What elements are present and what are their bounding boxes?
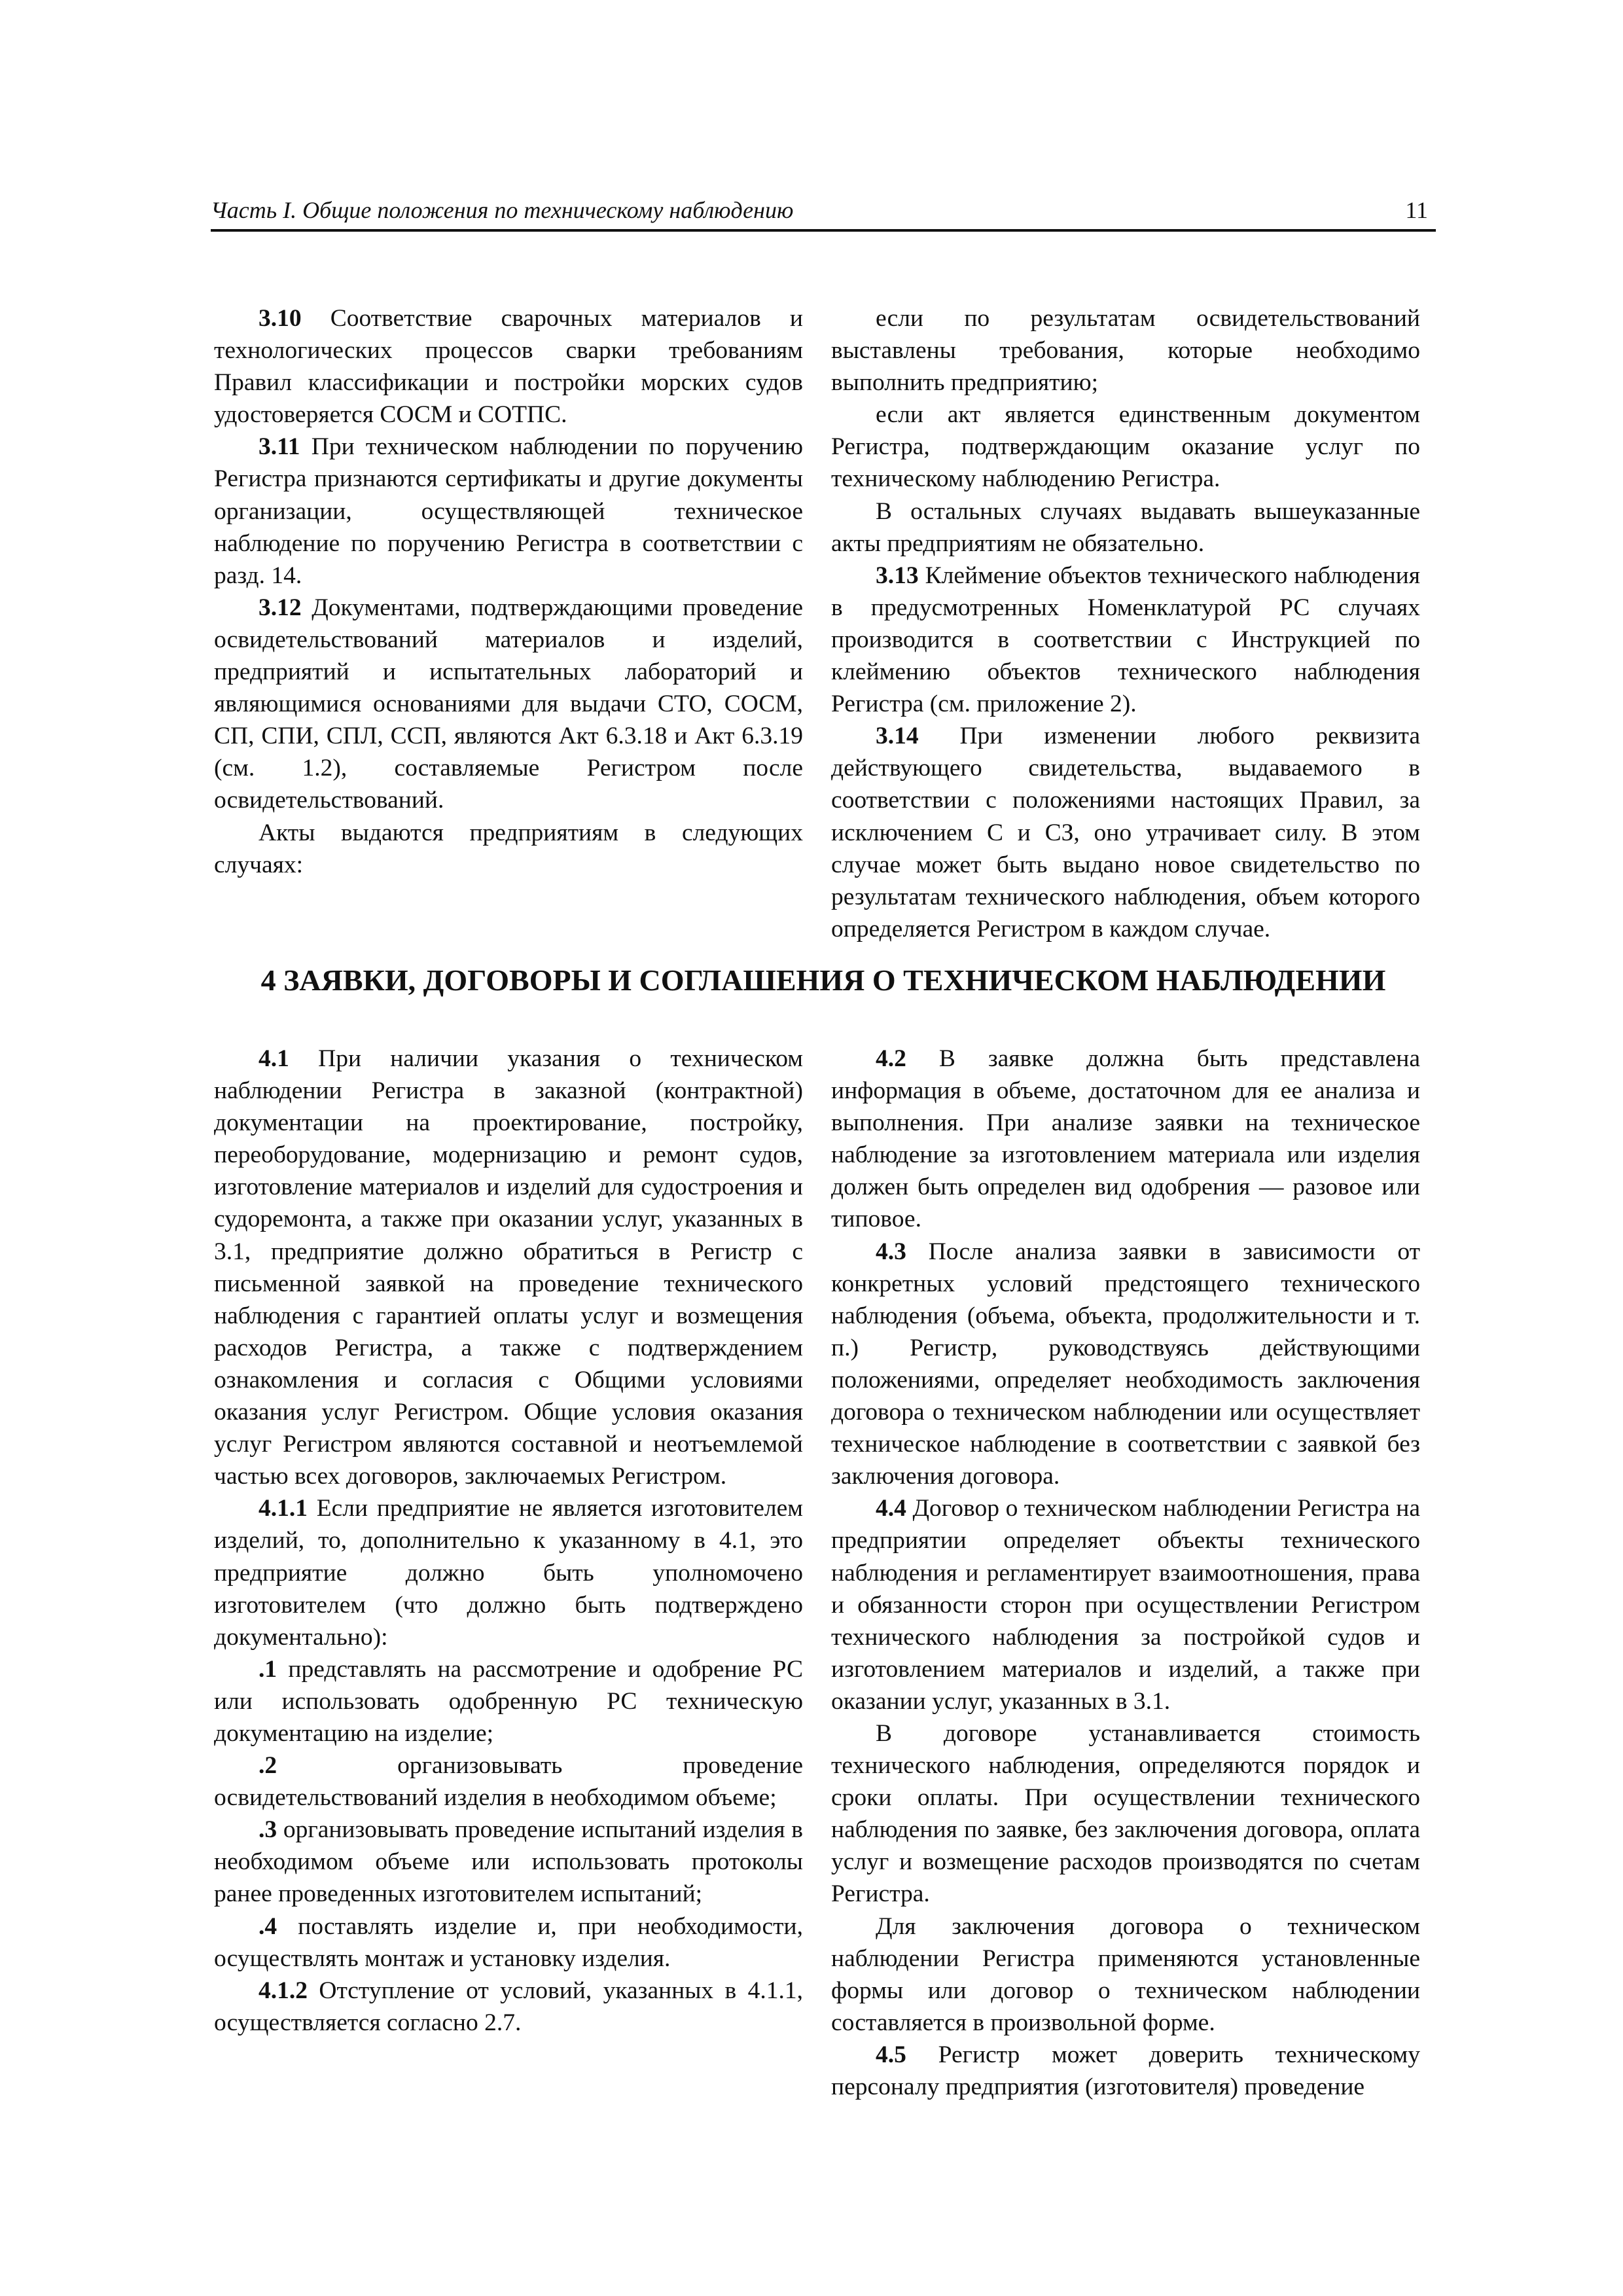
paragraph-text: При наличии указания о техническом наблюдении Регистра в заказной (контрактной) документации на проектирование, постройку, переоборудование, модернизацию и ремонт судов, изготовление материалов и изделий для судостроения и судоремонта, а также при оказании услуг, указанных в 3.1, предприятие должно обратиться в Регистр с письменной заявкой на проведение технического наблюдения с гарантией оплаты услуг и возмещения расходов Регистра, а также с подтверждением ознакомления и согласия с Общими условиями оказания услуг Регистром. Общие условия оказания услуг Регистром являются составной и неотъемлемой частью всех договоров, заключаемых Регистром. (214, 1045, 803, 1490)
section-heading: 4 ЗАЯВКИ, ДОГОВОРЫ И СОГЛАШЕНИЯ О ТЕХНИЧЕСКОМ НАБЛЮДЕНИИ (260, 963, 1386, 997)
clause-number: .1 (259, 1655, 277, 1683)
paragraph-text: организовывать проведение испытаний изделия в необходимом объеме или использовать протоколы ранее проведенных изготовителем испытаний; (214, 1816, 803, 1908)
clause-number: 3.10 (259, 305, 302, 332)
paragraph (831, 1717, 1420, 1910)
clause-number: 3.12 (259, 594, 302, 621)
paragraph (214, 1653, 803, 1749)
paragraph-text: После анализа заявки в зависимости от конкретных условий предстоящего технического наблюдения (объема, объекта, продолжительности и т. п.) Регистр, руководствуясь действующими положениями, определяет необходимость заключения договора о техническом наблюдении или осуществляет техническое наблюдение в соответствии с заявкой без заключения договора. (831, 1238, 1420, 1490)
paragraph (831, 1910, 1420, 2039)
paragraph (214, 431, 803, 591)
paragraph (214, 1492, 803, 1653)
paragraph-text: поставлять изделие и, при необходимости, осуществлять монтаж и установку изделия. (214, 1912, 803, 1972)
paragraph-text: если по результатам освидетельствований выставлены требования, которые необходимо выполнить предприятию; (831, 305, 1420, 397)
paragraph (214, 592, 803, 817)
clause-number: 3.14 (876, 723, 919, 750)
paragraph-text: Клеймение объектов технического наблюдения в предусмотренных Номенклатурой РС случаях производится в соответствии с Инструкцией по клеймению объектов технического наблюдения Регистра (см. приложение 2). (831, 562, 1420, 718)
page-number: 11 (1405, 197, 1428, 223)
paragraph (831, 302, 1420, 399)
paragraph (831, 1236, 1420, 1493)
paragraph-text: В договоре устанавливается стоимость технического наблюдения, определяются порядок и сроки оплаты. При осуществлении технического наблюдения по заявке, без заключения договора, оплата услуг и возмещение расходов производятся по счетам Регистра. (831, 1719, 1420, 1908)
clause-number: 4.1 (259, 1045, 289, 1072)
paragraph (214, 1749, 803, 1814)
paragraph (214, 1975, 803, 2039)
clause-number: 4.5 (876, 2041, 906, 2068)
paragraph (831, 495, 1420, 560)
clause-number: 4.3 (876, 1238, 906, 1265)
paragraph (214, 817, 803, 881)
clause-number: .3 (259, 1816, 277, 1844)
clause-number: 4.2 (876, 1045, 906, 1072)
paragraph (831, 2039, 1420, 2103)
paragraph (831, 1492, 1420, 1717)
paragraph-text: Для заключения договора о техническом наблюдении Регистра применяются установленные формы или договор о техническом наблюдении составляется в произвольной форме. (831, 1912, 1420, 2036)
clause-number: 4.1.1 (259, 1495, 308, 1522)
paragraph-text: Соответствие сварочных материалов и технологических процессов сварки требованиям Правил классификации и постройки морских судов удостоверяется СОСМ и СОТПС. (214, 305, 803, 429)
paragraph-text: организовывать проведение освидетельствований изделия в необходимом объеме; (214, 1752, 803, 1812)
paragraph-text: Акты выдаются предприятиям в следующих случаях: (214, 819, 803, 878)
page-header (211, 196, 1436, 232)
paragraph (214, 302, 803, 431)
paragraph-text: Отступление от условий, указанных в 4.1.1, осуществляется согласно 2.7. (214, 1977, 803, 2036)
paragraph-text: Регистр может доверить техническому персоналу предприятия (изготовителя) проведение (831, 2041, 1420, 2100)
paragraph (214, 1814, 803, 1910)
paragraph-text: В заявке должна быть представлена информация в объеме, достаточном для ее анализа и выполнения. При анализе заявки на техническое наблюдение за изготовлением материала или изделия должен быть определен вид одобрения — разовое или типовое. (831, 1045, 1420, 1233)
paragraph-text: Договор о техническом наблюдении Регистра на предприятии определяет объекты технического наблюдения и регламентирует взаимоотношения, права и обязанности сторон при осуществлении Регистром технического наблюдения за постройкой судов и изготовлением материалов и изделий, а также при оказании услуг, указанных в 3.1. (831, 1495, 1420, 1715)
paragraph (831, 720, 1420, 945)
paragraph (831, 1043, 1420, 1236)
clause-number: 4.1.2 (259, 1977, 308, 2004)
column-bottom-right (831, 1043, 1420, 2103)
clause-number: .4 (259, 1912, 277, 1940)
clause-number: 4.4 (876, 1495, 906, 1522)
paragraph (214, 1043, 803, 1492)
paragraph-text: Если предприятие не является изготовителем изделий, то, дополнительно к указанному в 4.1, это предприятие должно быть уполномочено изготовителем (что должно быть подтверждено документально): (214, 1495, 803, 1651)
paragraph-text: представлять на рассмотрение и одобрение РС или использовать одобренную РС техническую документацию на изделие; (214, 1655, 803, 1747)
clause-number: 3.11 (259, 433, 300, 461)
paragraph-text: При техническом наблюдении по поручению Регистра признаются сертификаты и другие документы организации, осуществляющей техническое наблюдение по поручению Регистра в соответствии с разд. 14. (214, 433, 803, 589)
column-top-right (831, 302, 1420, 945)
paragraph-text: В остальных случаях выдавать вышеуказанные акты предприятиям не обязательно. (831, 497, 1420, 557)
paragraph (831, 399, 1420, 495)
paragraph (214, 1910, 803, 1975)
paragraph-text: Документами, подтверждающими проведение освидетельствований материалов и изделий, предприятий и испытательных лабораторий и являющимися основаниями для выдачи СТО, СОСМ, СП, СПИ, СПЛ, ССП, являются Акт 6.3.18 и Акт 6.3.19 (см. 1.2), составляемые Регистром после освидетельствований. (214, 594, 803, 814)
clause-number: 3.13 (876, 562, 919, 589)
column-top-left (214, 302, 803, 881)
column-bottom-left (214, 1043, 803, 2039)
running-title: Часть I. Общие положения по техническому наблюдению (211, 197, 794, 223)
clause-number: .2 (259, 1752, 277, 1780)
paragraph (831, 560, 1420, 720)
paragraph-text: При изменении любого реквизита действующего свидетельства, выдаваемого в соответствии с положениями настоящих Правил, за исключением С и СЗ, оно утрачивает силу. В этом случае может быть выдано новое свидетельство по результатам технического наблюдения, объем которого определяется Регистром в каждом случае. (831, 723, 1420, 942)
paragraph-text: если акт является единственным документом Регистра, подтверждающим оказание услуг по техническому наблюдению Регистра. (831, 401, 1420, 493)
